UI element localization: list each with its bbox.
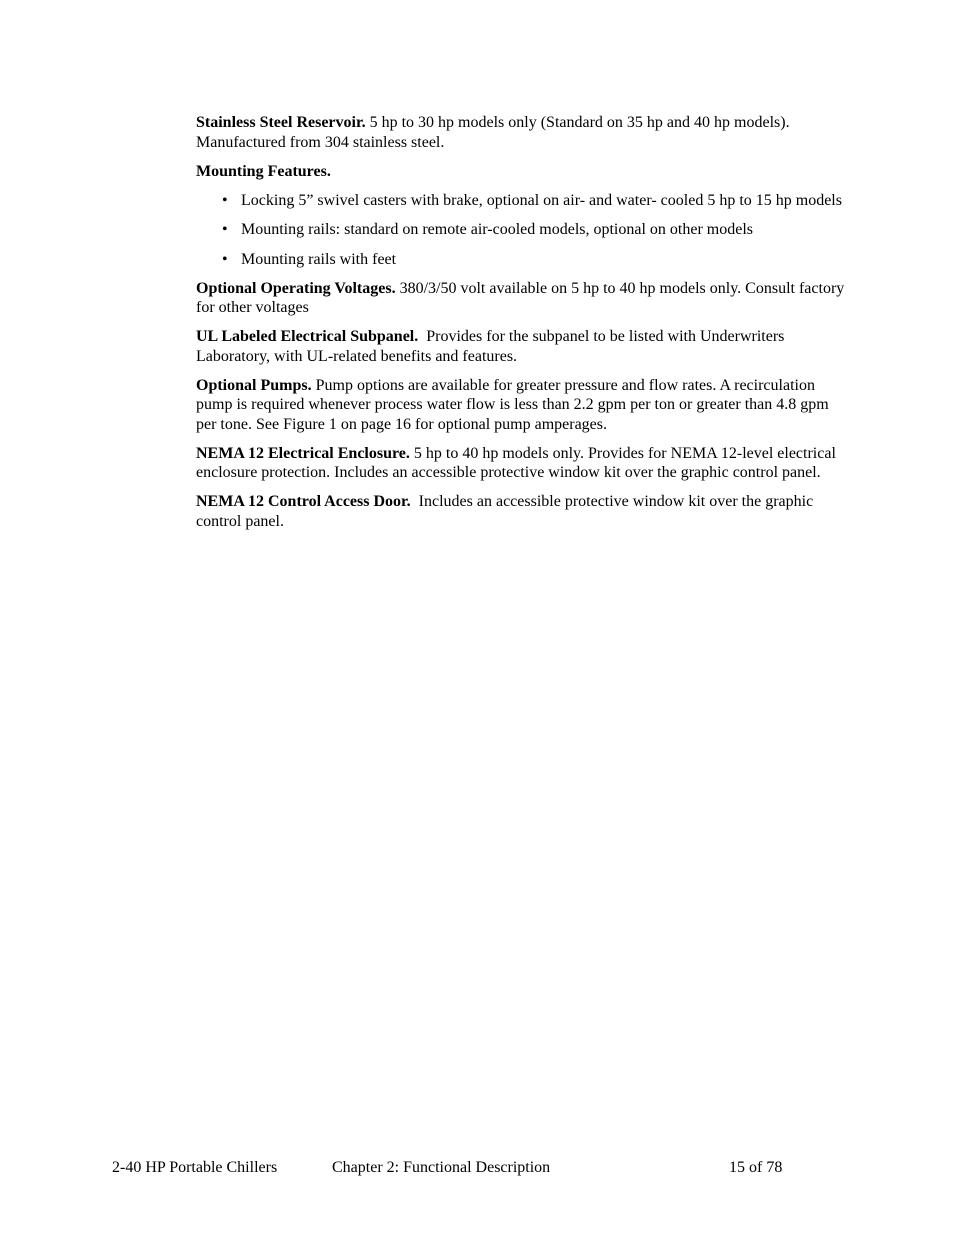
mounting-features-list bbox=[196, 191, 848, 270]
paragraph-heading: Optional Pumps. bbox=[196, 376, 312, 394]
footer-page-number: 15 of 78 bbox=[729, 1159, 783, 1176]
paragraph-text: 5 hp to 30 hp models only (Standard on 35 hp and 40 hp models). Manufactured from 304 stainless steel. bbox=[196, 114, 790, 151]
paragraph-heading: Stainless Steel Reservoir. bbox=[196, 114, 366, 131]
paragraph-mounting-features bbox=[196, 162, 848, 182]
page-footer bbox=[0, 1159, 954, 1179]
footer-chapter: Chapter 2: Functional Description bbox=[332, 1159, 551, 1176]
paragraph-ul-labeled-subpanel bbox=[196, 327, 848, 366]
list-item-text: Mounting rails with feet bbox=[241, 250, 397, 268]
footer-manual-title: 2-40 HP Portable Chillers bbox=[112, 1159, 278, 1176]
list-item bbox=[196, 191, 848, 211]
paragraph-stainless-steel-reservoir bbox=[196, 113, 848, 152]
paragraph-nema-12-electrical-enclosure bbox=[196, 444, 848, 483]
paragraph-heading: NEMA 12 Control Access Door. bbox=[196, 493, 411, 510]
paragraph-text: 380/3/50 volt available on 5 hp to 40 hp models only. Consult factory for other voltages bbox=[196, 279, 845, 316]
paragraph-heading: Optional Operating Voltages. bbox=[196, 279, 396, 297]
list-item-text: Locking 5” swivel casters with brake, optional on air- and water- cooled 5 hp to 15 hp models bbox=[241, 191, 842, 209]
list-item-text: Mounting rails: standard on remote air-cooled models, optional on other models bbox=[241, 221, 754, 238]
paragraph-text: 5 hp to 40 hp models only. Provides for NEMA 12-level electrical enclosure protection. Includes an accessible protective window kit over the graphic control panel. bbox=[196, 444, 836, 481]
paragraph-heading: NEMA 12 Electrical Enclosure. bbox=[196, 444, 410, 462]
document-body bbox=[196, 113, 848, 541]
list-item bbox=[196, 220, 848, 240]
bullet-icon: • bbox=[222, 191, 228, 209]
paragraph-text: Pump options are available for greater pressure and flow rates. A recirculation pump is required whenever process water flow is less than 2.2 gpm per ton or greater than 4.8 gpm per tone. See Figure 1 on page 16 for optional pump amperages. bbox=[196, 376, 829, 433]
bullet-icon: • bbox=[222, 250, 228, 268]
paragraph-text: Includes an accessible protective window kit over the graphic control panel. bbox=[196, 493, 818, 530]
paragraph-heading: UL Labeled Electrical Subpanel. bbox=[196, 328, 419, 345]
paragraph-heading: Mounting Features. bbox=[196, 162, 331, 180]
list-item bbox=[196, 250, 848, 270]
paragraph-text: Provides for the subpanel to be listed with Underwriters Laboratory, with UL-related benefits and features. bbox=[196, 328, 789, 365]
paragraph-optional-pumps bbox=[196, 376, 848, 435]
paragraph-nema-12-control-access-door bbox=[196, 492, 848, 531]
paragraph-optional-operating-voltages bbox=[196, 279, 848, 318]
bullet-icon: • bbox=[222, 221, 228, 238]
